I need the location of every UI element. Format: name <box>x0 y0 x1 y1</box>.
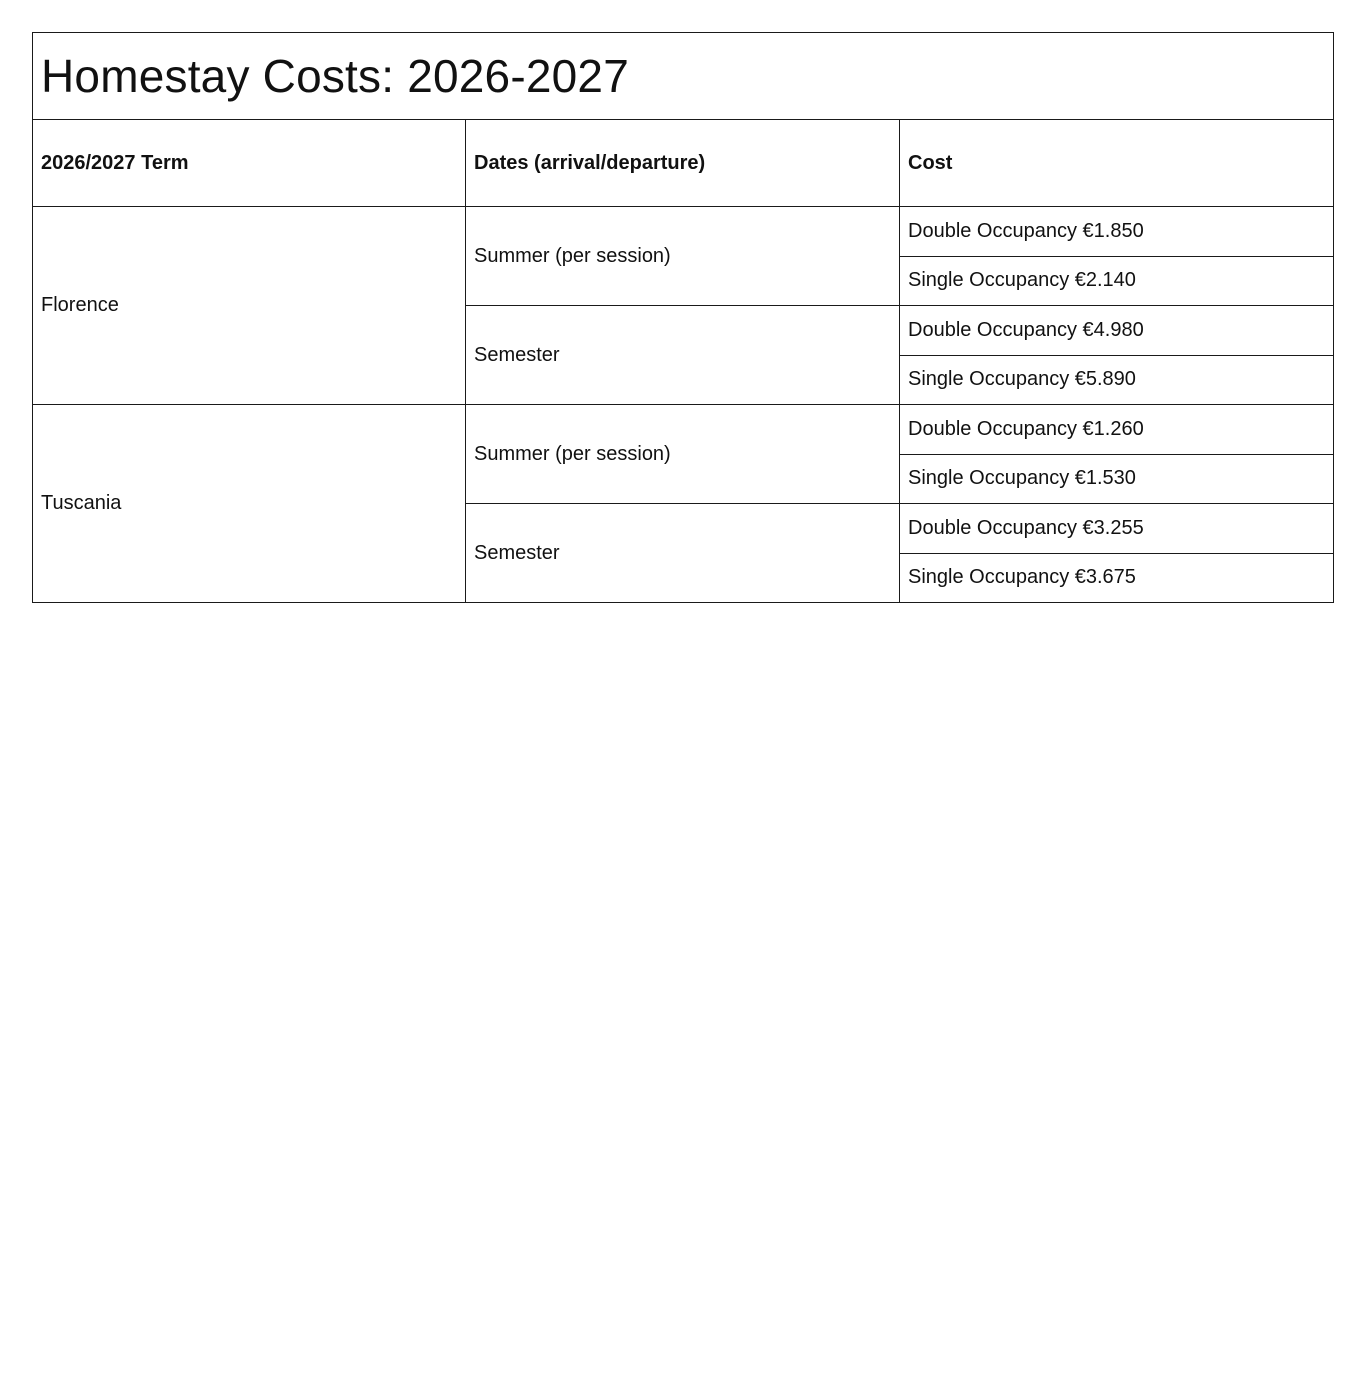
cost-florence-semester-single: Single Occupancy €5.890 <box>900 355 1334 405</box>
homestay-costs-table <box>32 32 1334 603</box>
column-header-term: 2026/2027 Term <box>33 120 466 207</box>
cost-tuscania-semester-double: Double Occupancy €3.255 <box>900 504 1334 554</box>
table-row <box>33 405 1334 455</box>
cost-florence-semester-double: Double Occupancy €4.980 <box>900 306 1334 356</box>
column-header-dates: Dates (arrival/departure) <box>466 120 900 207</box>
location-florence: Florence <box>33 207 466 405</box>
cost-tuscania-semester-single: Single Occupancy €3.675 <box>900 553 1334 603</box>
period-tuscania-summer: Summer (per session) <box>466 405 900 504</box>
period-florence-summer: Summer (per session) <box>466 207 900 306</box>
header-row <box>33 120 1334 207</box>
table-row <box>33 207 1334 257</box>
page-title: Homestay Costs: 2026-2027 <box>33 33 1334 120</box>
period-tuscania-semester: Semester <box>466 504 900 603</box>
cost-florence-summer-double: Double Occupancy €1.850 <box>900 207 1334 257</box>
cost-tuscania-summer-single: Single Occupancy €1.530 <box>900 454 1334 504</box>
cost-tuscania-summer-double: Double Occupancy €1.260 <box>900 405 1334 455</box>
column-header-cost: Cost <box>900 120 1334 207</box>
period-florence-semester: Semester <box>466 306 900 405</box>
location-tuscania: Tuscania <box>33 405 466 603</box>
title-row <box>33 33 1334 120</box>
cost-florence-summer-single: Single Occupancy €2.140 <box>900 256 1334 306</box>
homestay-costs-document <box>32 32 1333 603</box>
